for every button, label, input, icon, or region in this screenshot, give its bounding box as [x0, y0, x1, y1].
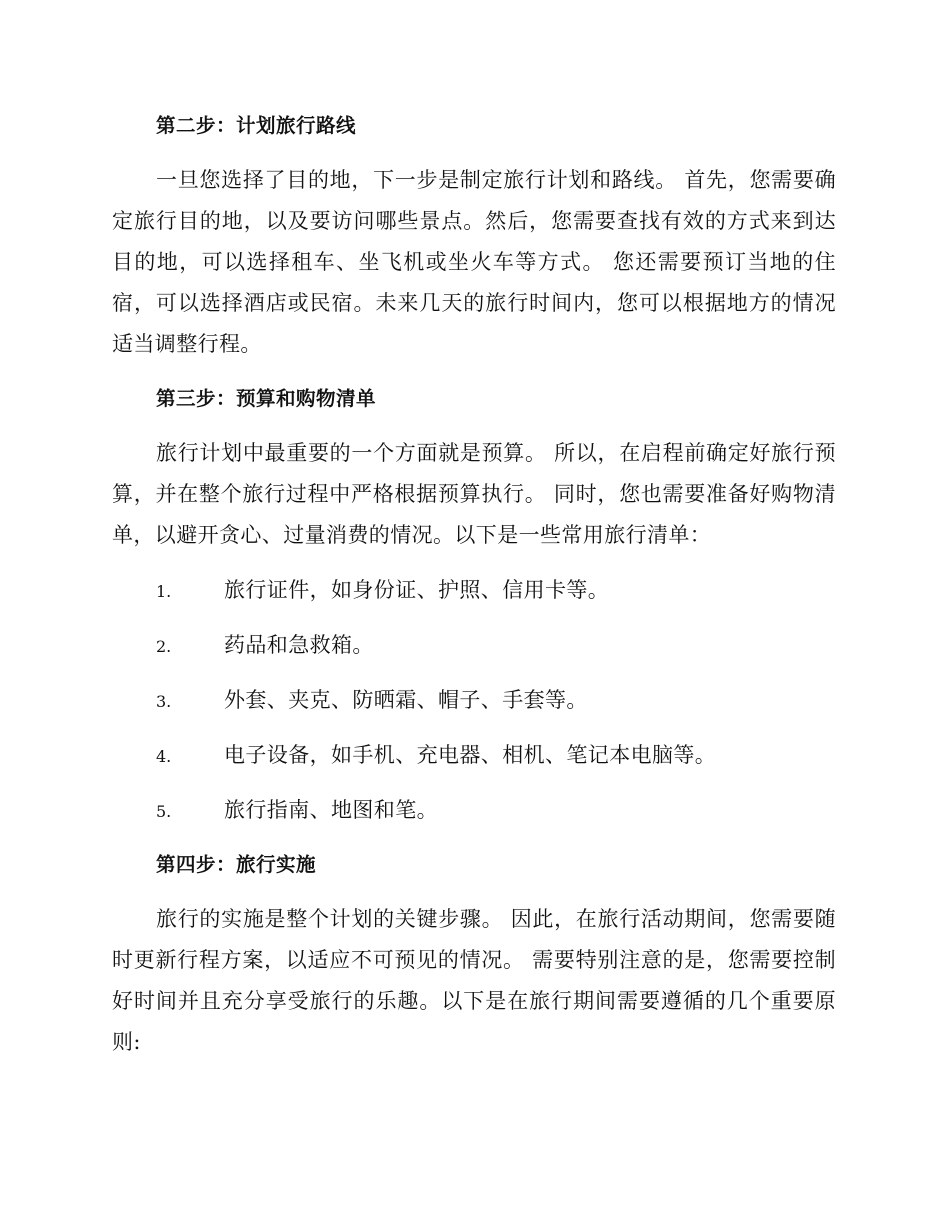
list-item [112, 790, 836, 831]
section-heading-step-4: 第四步：旅行实施 [156, 853, 317, 876]
list-item [112, 570, 836, 611]
list-item [112, 735, 836, 776]
document-body [112, 106, 836, 1077]
list-item-text: 旅行证件，如身份证、护照、信用卡等。 [224, 578, 610, 602]
section-heading-step-3: 第三步：预算和购物清单 [156, 387, 377, 410]
list-item-text: 旅行指南、地图和笔。 [224, 798, 438, 822]
list-item-number: 3. [156, 692, 172, 711]
section-paragraph-step-2: 一旦您选择了目的地，下一步是制定旅行计划和路线。 首先，您需要确定旅行目的地，以及要访问哪些景点。然后，您需要查找有效的方式来到达目的地，可以选择租车、坐飞机或坐火车等方式。 您还需要预订当地的住宿，可以选择酒店或民宿。未来几天的旅行时间内，您可以根据地方的情况适当调整行程。 [112, 168, 836, 356]
list-item-number: 1. [156, 582, 172, 601]
travel-checklist [112, 570, 836, 831]
list-item-text: 药品和急救箱。 [224, 633, 374, 657]
list-item-number: 2. [156, 637, 172, 656]
list-item [112, 680, 836, 721]
section-heading-step-2: 第二步：计划旅行路线 [156, 114, 357, 137]
section-paragraph-step-3: 旅行计划中最重要的一个方面就是预算。 所以，在启程前确定好旅行预算，并在整个旅行过程中严格根据预算执行。 同时，您也需要准备好购物清单，以避开贪心、过量消费的情况。以下是一些常用旅行清单： [112, 441, 836, 547]
section-paragraph-step-4: 旅行的实施是整个计划的关键步骤。 因此，在旅行活动期间，您需要随时更新行程方案，以适应不可预见的情况。 需要特别注意的是，您需要控制好时间并且充分享受旅行的乐趣。以下是在旅行期间需要遵循的几个重要原则: [112, 907, 836, 1054]
list-item-number: 4. [156, 747, 172, 766]
list-item [112, 625, 836, 666]
list-item-text: 电子设备，如手机、充电器、相机、笔记本电脑等。 [224, 743, 717, 767]
list-item-number: 5. [156, 802, 172, 821]
list-item-text: 外套、夹克、防晒霜、帽子、手套等。 [224, 688, 588, 712]
